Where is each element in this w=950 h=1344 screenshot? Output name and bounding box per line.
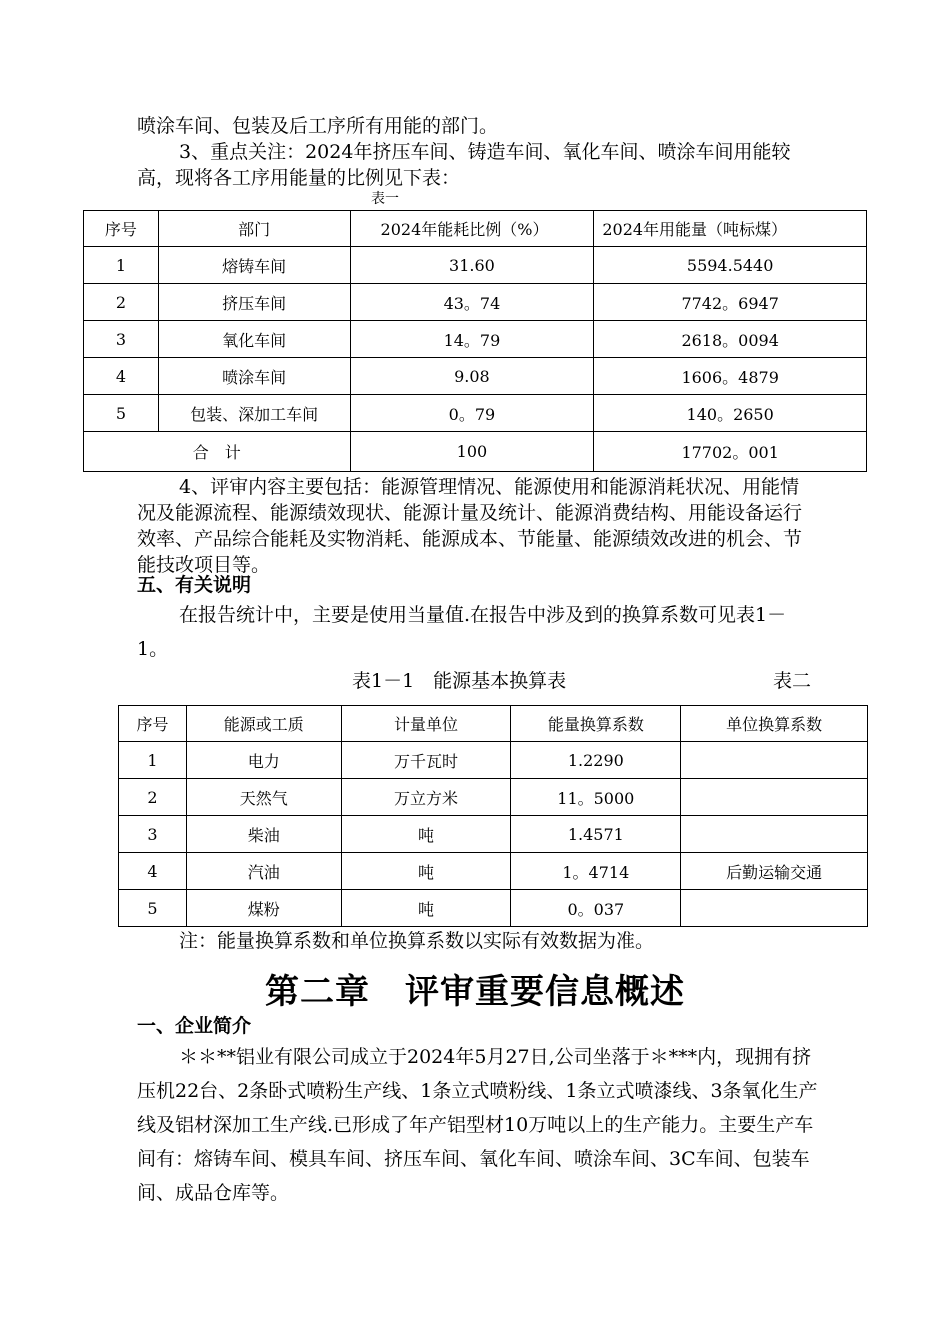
table2-note: 注：能量换算系数和单位换算系数以实际有效数据为准。: [179, 930, 655, 952]
table-header-row: [84, 211, 867, 247]
cell-unit-coefficient: [681, 742, 868, 779]
cell-ratio: 31.60: [350, 247, 594, 284]
cell-index: 2: [119, 779, 187, 816]
table-row: [119, 779, 868, 816]
total-amount: 17702。001: [594, 432, 867, 472]
table-row: [84, 395, 867, 432]
cell-unit: 吨: [341, 890, 511, 927]
table-row: [84, 321, 867, 358]
cell-amount: 7742。6947: [594, 284, 867, 321]
cell-index: 3: [84, 321, 159, 358]
cell-energy: 汽油: [186, 853, 341, 890]
company-intro-paragraph: ＊＊**铝业有限公司成立于2024年5月27日,公司坐落于＊***内，现拥有挤压机22台、2条卧式喷粉生产线、1条立式喷粉线、1条立式喷漆线、3条氧化生产线及铝材深加工生产线.已形成了年产铝型材10万吨以上的生产能力。主要生产车间有：熔铸车间、模具车间、挤压车间、氧化车间、喷涂车间、3C车间、包装车间、成品仓库等。: [137, 1046, 818, 1204]
cell-index: 1: [119, 742, 187, 779]
cell-energy-coefficient: 1.2290: [511, 742, 681, 779]
cell-department: 喷涂车间: [158, 358, 350, 395]
point-4-paragraph: 4、评审内容主要包括：能源管理情况、能源使用和能源消耗状况、用能情况及能源流程、能源绩效现状、能源计量及统计、能源消费结构、用能设备运行效率、产品综合能耗及实物消耗、能源成本、节能量、能源绩效改进的机会、节能技改项目等。: [137, 476, 803, 576]
cell-department: 挤压车间: [158, 284, 350, 321]
table-row: [84, 247, 867, 284]
cell-amount: 5594.5440: [594, 247, 867, 284]
cell-index: 4: [84, 358, 159, 395]
section-5-text: 在报告统计中，主要是使用当量值.在报告中涉及到的换算系数可见表1－1。: [137, 604, 787, 660]
cell-amount: 2618。0094: [594, 321, 867, 358]
energy-ratio-table: [83, 210, 867, 472]
total-label: 合 计: [84, 432, 351, 472]
section-1-heading: 一、企业简介: [137, 1015, 252, 1037]
table-row: [119, 816, 868, 853]
intro-line: 喷涂车间、包装及后工序所有用能的部门。: [137, 115, 499, 137]
table2-title: 表1－1 能源基本换算表: [352, 670, 567, 692]
table-total-row: [84, 432, 867, 472]
cell-amount: 140。2650: [594, 395, 867, 432]
cell-index: 2: [84, 284, 159, 321]
cell-unit-coefficient: [681, 816, 868, 853]
cell-energy: 煤粉: [186, 890, 341, 927]
cell-unit-coefficient: [681, 779, 868, 816]
table1-caption: 表一: [371, 191, 399, 207]
header-cell: 计量单位: [341, 706, 511, 742]
point-3-paragraph: 3、重点关注：2024年挤压车间、铸造车间、氧化车间、喷涂车间用能较高，现将各工序用能量的比例见下表：: [137, 141, 791, 189]
cell-unit: 万立方米: [341, 779, 511, 816]
cell-ratio: 14。79: [350, 321, 594, 358]
conversion-table: [118, 705, 868, 927]
cell-unit-coefficient: 后勤运输交通: [681, 853, 868, 890]
cell-energy: 柴油: [186, 816, 341, 853]
cell-energy-coefficient: 11。5000: [511, 779, 681, 816]
table-row: [84, 284, 867, 321]
cell-department: 氧化车间: [158, 321, 350, 358]
cell-department: 包装、深加工车间: [158, 395, 350, 432]
cell-index: 5: [84, 395, 159, 432]
table-row: [119, 853, 868, 890]
cell-energy-coefficient: 0。037: [511, 890, 681, 927]
cell-unit: 万千瓦时: [341, 742, 511, 779]
header-cell: 能源或工质: [186, 706, 341, 742]
cell-energy-coefficient: 1。4714: [511, 853, 681, 890]
cell-energy-coefficient: 1.4571: [511, 816, 681, 853]
cell-energy: 天然气: [186, 779, 341, 816]
cell-department: 熔铸车间: [158, 247, 350, 284]
header-cell: 序号: [119, 706, 187, 742]
cell-index: 4: [119, 853, 187, 890]
cell-ratio: 9.08: [350, 358, 594, 395]
cell-unit: 吨: [341, 816, 511, 853]
table-row: [119, 890, 868, 927]
cell-amount: 1606。4879: [594, 358, 867, 395]
header-cell: 序号: [84, 211, 159, 247]
total-ratio: 100: [350, 432, 594, 472]
table-row: [119, 742, 868, 779]
chapter-title: 第二章 评审重要信息概述: [265, 972, 685, 1012]
header-cell: 2024年用能量（吨标煤）: [594, 211, 867, 247]
header-cell: 部门: [158, 211, 350, 247]
cell-index: 3: [119, 816, 187, 853]
cell-ratio: 43。74: [350, 284, 594, 321]
header-cell: 单位换算系数: [681, 706, 868, 742]
cell-unit: 吨: [341, 853, 511, 890]
header-cell: 能量换算系数: [511, 706, 681, 742]
table2-tag: 表二: [772, 670, 811, 692]
section-5-heading: 五、有关说明: [137, 574, 252, 596]
cell-energy: 电力: [186, 742, 341, 779]
table-header-row: [119, 706, 868, 742]
header-cell: 2024年能耗比例（%）: [350, 211, 594, 247]
cell-unit-coefficient: [681, 890, 868, 927]
cell-index: 5: [119, 890, 187, 927]
table-row: [84, 358, 867, 395]
cell-index: 1: [84, 247, 159, 284]
cell-ratio: 0。79: [350, 395, 594, 432]
